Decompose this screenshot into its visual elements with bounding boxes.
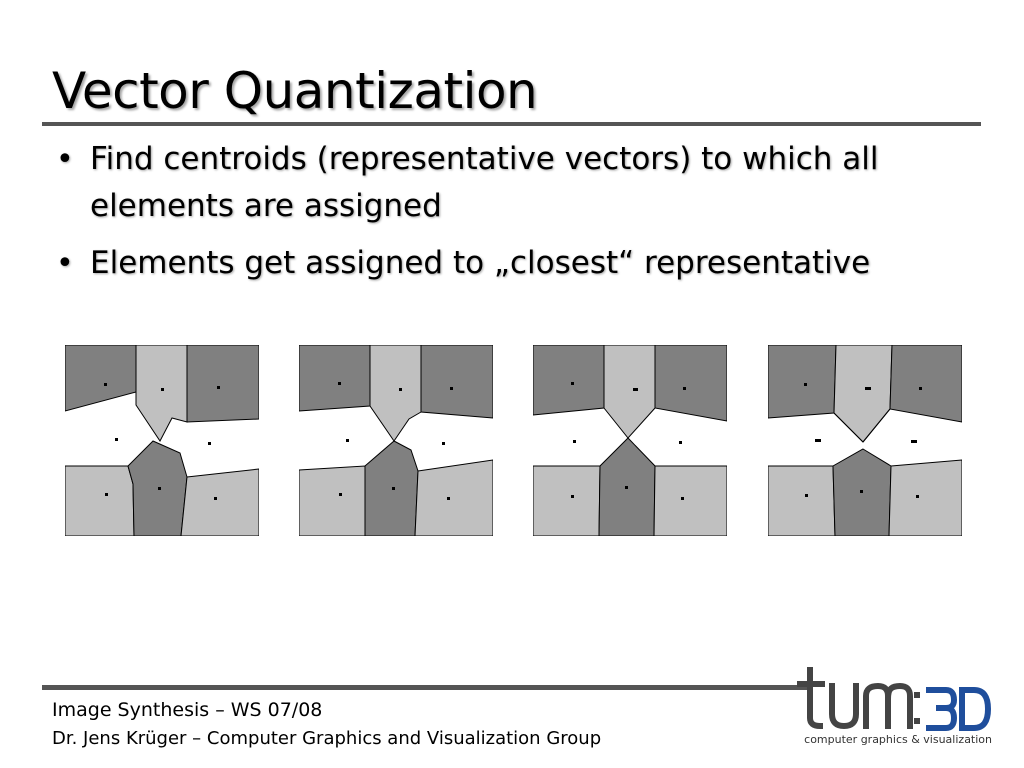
bullet-icon: • [56,246,74,281]
bullet-item-closest [52,240,952,287]
bullet-item-centroids [52,136,952,230]
slide-title: Vector Quantization [52,62,538,120]
bullet-text: Elements get assigned to „closest“ representative [90,245,871,281]
vq-diagram-3 [533,345,727,536]
bullet-list [52,136,952,297]
title-underline [42,122,981,126]
bullet-icon: • [56,142,74,177]
bullet-text: Find centroids (representative vectors) to which all elements are assigned [90,141,879,224]
footer-divider [42,685,812,690]
footer-author: Dr. Jens Krüger – Computer Graphics and Visualization Group [52,728,602,749]
logo-subtitle: computer graphics & visualization [804,733,992,746]
vq-diagram-1 [65,345,259,536]
tum3d-logo [796,660,996,760]
footer-course: Image Synthesis – WS 07/08 [52,699,323,721]
vq-diagram-2 [299,345,493,536]
vq-diagram-4 [768,345,962,536]
